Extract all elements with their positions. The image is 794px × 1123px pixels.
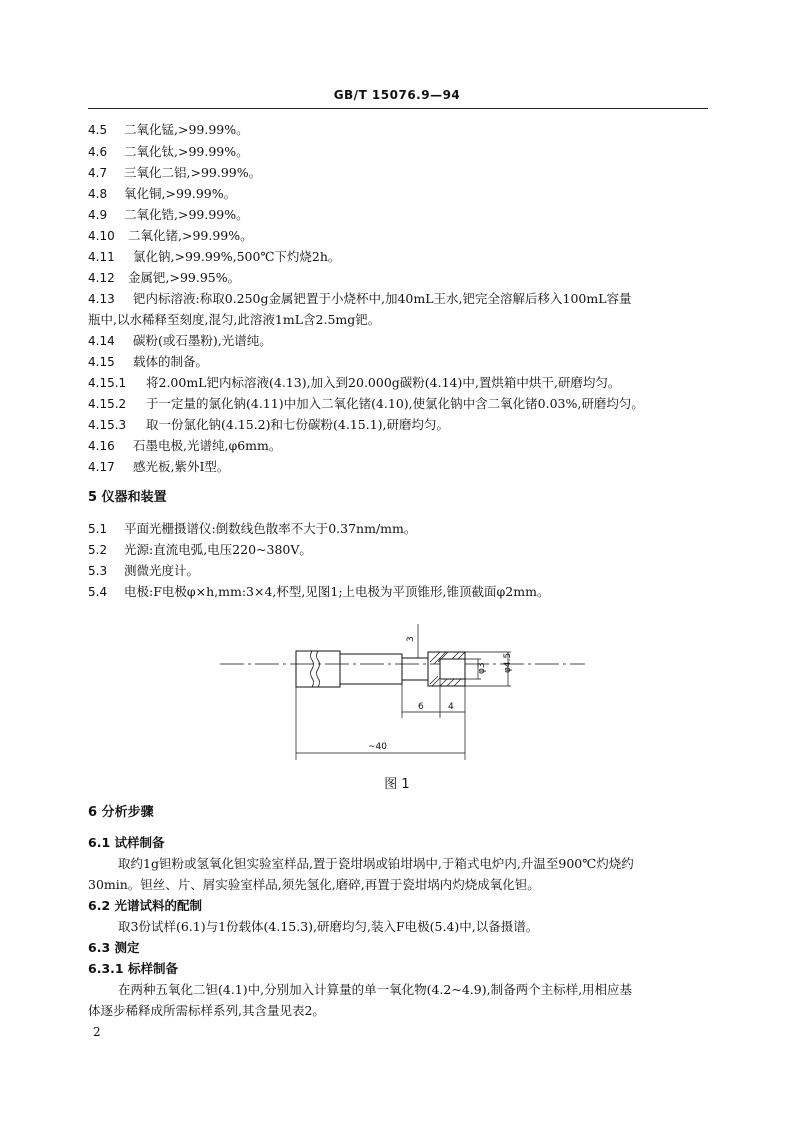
paragraph: 在两种五氧化二钽(4.1)中,分别加入计算量的单一氧化物(4.2~4.9),制备两个主标样,用相应基 bbox=[118, 982, 633, 997]
break-mark bbox=[311, 651, 320, 687]
paragraph: 体逐步稀释成所需标样系列,其含量见表2。 bbox=[88, 1003, 325, 1018]
figure-caption: 图 1 bbox=[384, 777, 410, 792]
document-code-header: GB/T 15076.9—94 bbox=[333, 88, 461, 102]
subsection-6-3-1-title: 6.3.1 标样制备 bbox=[88, 961, 178, 976]
list-item: 5.2 光源:直流电弧,电压220~380V。 bbox=[88, 542, 312, 557]
list-item: 4.14 碳粉(或石墨粉),光谱纯。 bbox=[88, 333, 272, 348]
list-item: 4.15.2 于一定量的氯化钠(4.11)中加入二氧化锗(4.10),使氯化钠中含二氧化锗0.03%,研磨均匀。 bbox=[88, 396, 644, 411]
subsection-6-1-title: 6.1 试样制备 bbox=[88, 835, 165, 850]
dim-phi45-label: φ4.5 bbox=[503, 652, 513, 673]
list-item: 5.3 测微光度计。 bbox=[88, 563, 200, 578]
paragraph: 取3份试样(6.1)与1份载体(4.15.3),研磨均匀,装入F电极(5.4)中,以备摄谱。 bbox=[118, 919, 539, 934]
list-item: 4.6 二氧化钛,>99.99%。 bbox=[88, 144, 249, 159]
dim-4-label: 4 bbox=[448, 702, 454, 712]
list-item: 4.10 二氧化锗,>99.99%。 bbox=[88, 228, 253, 243]
list-item-continuation: 瓶中,以水稀释至刻度,混匀,此溶液1mL含2.5mg钯。 bbox=[88, 312, 381, 327]
list-item: 4.8 氧化铜,>99.99%。 bbox=[88, 186, 237, 201]
section-6-heading: 6 分析步骤 bbox=[88, 805, 154, 820]
cup-cavity bbox=[440, 659, 465, 679]
list-item: 4.11 氯化钠,>99.99%,500℃下灼烧2h。 bbox=[88, 249, 341, 264]
section-5-heading: 5 仪器和装置 bbox=[88, 490, 167, 505]
list-item: 4.7 三氧化二铝,>99.99%。 bbox=[88, 165, 262, 180]
dim-phi3-label: φ3 bbox=[477, 662, 487, 674]
list-item: 5.4 电极:F电极φ×h,mm:3×4,杯型,见图1;上电极为平顶锥形,锥顶截面φ2mm。 bbox=[88, 584, 550, 599]
list-item: 4.17 感光板,紫外Ⅰ型。 bbox=[88, 459, 230, 474]
dim-3-label: 3 bbox=[406, 636, 416, 642]
list-item: 4.16 石墨电极,光谱纯,φ6mm。 bbox=[88, 438, 282, 453]
list-item: 4.5 二氧化锰,>99.99%。 bbox=[88, 122, 249, 137]
subsection-6-2-title: 6.2 光谱试料的配制 bbox=[88, 898, 202, 913]
dim-40-label: ~40 bbox=[368, 742, 387, 752]
list-item: 5.1 平面光栅摄谱仪:倒数线色散率不大于0.37nm/mm。 bbox=[88, 521, 417, 536]
paragraph: 取约1g钽粉或氢氧化钽实验室样品,置于瓷坩埚或铂坩埚中,于箱式电炉内,升温至900℃灼烧约 bbox=[118, 856, 634, 871]
list-item: 4.9 二氧化锆,>99.99%。 bbox=[88, 207, 249, 222]
paragraph: 30min。钽丝、片、屑实验室样品,须先氢化,磨碎,再置于瓷坩埚内灼烧成氧化钽。 bbox=[88, 877, 540, 892]
page-number: 2 bbox=[93, 1025, 101, 1039]
list-item: 4.12 金属钯,>99.95%。 bbox=[88, 270, 241, 285]
dim-6-label: 6 bbox=[418, 702, 424, 712]
list-item: 4.15.1 将2.00mL钯内标溶液(4.13),加入到20.000g碳粉(4.14)中,置烘箱中烘干,研磨均匀。 bbox=[88, 375, 621, 390]
electrode-neck bbox=[402, 658, 428, 680]
subsection-6-3-title: 6.3 测定 bbox=[88, 940, 140, 955]
list-item: 4.15.3 取一份氯化钠(4.15.2)和七份碳粉(4.15.1),研磨均匀。 bbox=[88, 417, 449, 432]
electrode-body bbox=[340, 654, 402, 684]
list-item: 4.13 钯内标溶液:称取0.250g金属钯置于小烧杯中,加40mL王水,钯完全溶解后移入100mL容量 bbox=[88, 291, 632, 306]
list-item: 4.15 载体的制备。 bbox=[88, 354, 209, 369]
